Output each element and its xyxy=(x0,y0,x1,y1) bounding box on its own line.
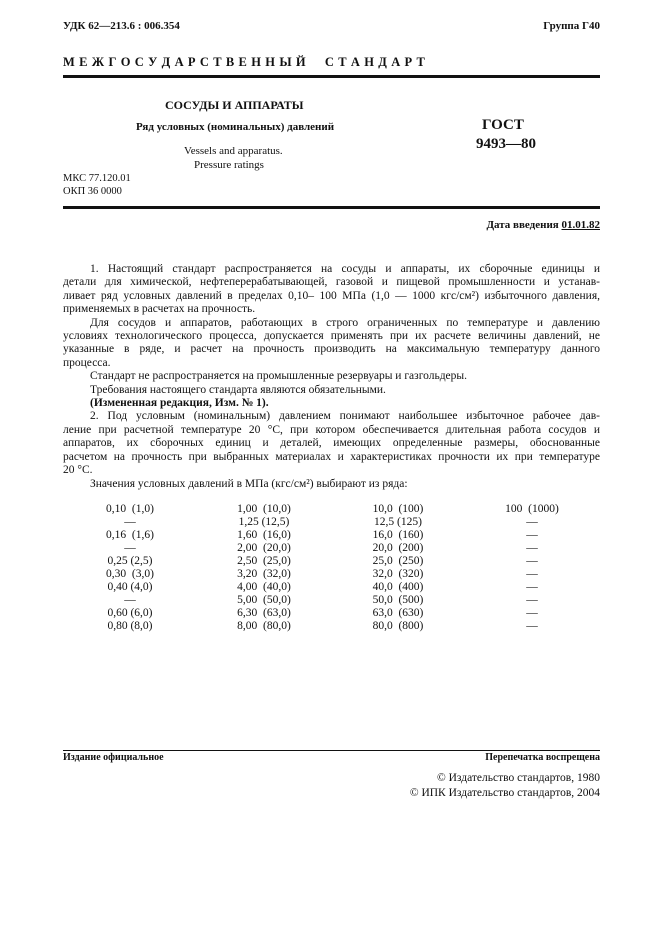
p6-line: 2. Под условным (номинальным) давлением понимают наибольшее избыточное рабочее дав- xyxy=(90,410,600,423)
p2-line: условиях технологического процесса, допускается применять при их расчете величины давлений, не xyxy=(63,330,600,343)
table-cell: 0,60 (6,0) xyxy=(107,607,153,619)
copyright-2004: © ИПК Издательство стандартов, 2004 xyxy=(409,787,600,799)
gost-label: ГОСТ xyxy=(482,117,524,133)
table-cell: 20,0 (200) xyxy=(372,542,424,554)
copyright-1980: © Издательство стандартов, 1980 xyxy=(436,772,600,784)
okp-code: ОКП 36 0000 xyxy=(63,186,122,197)
table-cell: — xyxy=(526,542,538,554)
introduction-date xyxy=(486,220,600,232)
table-cell: 3,20 (32,0) xyxy=(237,568,291,580)
document-subtitle: Ряд условных (номинальных) давлений xyxy=(136,121,335,133)
table-cell: 0,10 (1,0) xyxy=(106,503,154,515)
table-cell: — xyxy=(526,529,538,541)
english-title-1: Vessels and apparatus. xyxy=(184,145,283,157)
english-title-2: Pressure ratings xyxy=(194,159,264,171)
footer-rule xyxy=(63,750,600,751)
table-cell: — xyxy=(526,607,538,619)
table-cell: — xyxy=(526,568,538,580)
p2-line: указанные в ряде, и расчет на прочность производить на максимальную температуру данного xyxy=(63,343,600,356)
pressure-table xyxy=(63,503,600,633)
p6-line: расчетом на прочность при выбранных материалах и характеристиках прочности их при температуре xyxy=(63,450,600,463)
table-cell: 50,0 (500) xyxy=(372,594,424,606)
table-cell: 2,00 (20,0) xyxy=(237,542,291,554)
table-row xyxy=(63,503,600,516)
table-cell: — xyxy=(124,542,136,554)
table-cell: 0,25 (2,5) xyxy=(107,555,153,567)
p2-line: Для сосудов и аппаратов, работающих в строго ограниченных по температуре и давлению xyxy=(90,316,600,329)
table-row xyxy=(63,594,600,607)
table-cell: 10,0 (100) xyxy=(372,503,424,515)
table-cell: 32,0 (320) xyxy=(372,568,424,580)
table-cell: 4,00 (40,0) xyxy=(237,581,291,593)
group-code: Группа Г40 xyxy=(543,20,600,32)
table-cell: 2,50 (25,0) xyxy=(237,555,291,567)
table-cell: 25,0 (250) xyxy=(372,555,424,567)
table-row xyxy=(63,581,600,594)
table-row xyxy=(63,620,600,633)
table-cell: — xyxy=(124,516,136,528)
table-cell: 63,0 (630) xyxy=(372,607,424,619)
table-row xyxy=(63,542,600,555)
table-cell: — xyxy=(526,555,538,567)
p6-line: 20 °С. xyxy=(63,464,93,477)
p1-line: применяемых в расчетах на прочность. xyxy=(63,303,256,316)
table-cell: 8,00 (80,0) xyxy=(237,620,291,632)
table-row xyxy=(63,529,600,542)
p1-line: детали для химической, нефтеперерабатывающей, газовой и пищевой промышленности и устанав- xyxy=(63,276,600,289)
table-cell: — xyxy=(526,516,538,528)
table-cell: 100 (1000) xyxy=(505,503,559,515)
table-row xyxy=(63,516,600,529)
table-cell: 1,60 (16,0) xyxy=(237,529,291,541)
p1-line: ливает ряд условных давлений в пределах 0,10– 100 МПа (1,0 — 1000 кгс/см²) избыточного давления, xyxy=(63,289,600,302)
table-row xyxy=(63,568,600,581)
top-rule xyxy=(63,75,600,78)
table-cell: — xyxy=(526,581,538,593)
table-cell: — xyxy=(526,620,538,632)
mks-code: МКС 77.120.01 xyxy=(63,173,131,184)
document-title: СОСУДЫ И АППАРАТЫ xyxy=(165,98,304,112)
table-cell: 16,0 (160) xyxy=(372,529,424,541)
gost-number: 9493—80 xyxy=(476,136,536,152)
p2-line: процесса. xyxy=(63,356,111,369)
udk-code: УДК 62—213.6 : 006.354 xyxy=(63,20,180,32)
date-label: Дата введения xyxy=(486,219,559,231)
table-cell: 6,30 (63,0) xyxy=(237,607,291,619)
table-cell: 0,40 (4,0) xyxy=(107,581,153,593)
middle-rule xyxy=(63,206,600,209)
date-value: 01.01.82 xyxy=(561,219,600,231)
p1-line: 1. Настоящий стандарт распространяется на сосуды и аппараты, их сборочные единицы и xyxy=(90,263,600,275)
table-cell: 1,00 (10,0) xyxy=(237,503,291,515)
table-cell: 80,0 (800) xyxy=(372,620,424,632)
p6-line: аппаратов, их сборочных единиц и деталей, имеющих определенные размеры, обоснованные xyxy=(63,437,600,450)
p7-line: Значения условных давлений в МПа (кгс/см²) выбирают из ряда: xyxy=(90,477,408,490)
body-text xyxy=(63,263,600,491)
table-cell: 1,25 (12,5) xyxy=(238,516,290,528)
table-cell: 5,00 (50,0) xyxy=(237,594,291,606)
table-row xyxy=(63,607,600,620)
p6-line: ление при расчетной температуре 20 °С, при котором обеспечивается длительная работа сосудов и xyxy=(63,423,600,436)
table-cell: 12,5 (125) xyxy=(374,516,422,528)
reprint-notice: Перепечатка воспрещена xyxy=(485,752,600,763)
table-cell: — xyxy=(526,594,538,606)
table-cell: 0,16 (1,6) xyxy=(106,529,154,541)
official-edition: Издание официальное xyxy=(63,752,164,763)
standard-banner: М Е Ж Г О С У Д А Р С Т В Е Н Н Ы Й С Т А Н Д А Р Т xyxy=(63,55,426,69)
table-cell: 0,80 (8,0) xyxy=(107,620,153,632)
table-cell: — xyxy=(124,594,136,606)
table-row xyxy=(63,555,600,568)
table-cell: 0,30 (3,0) xyxy=(106,568,154,580)
amendment-note: (Измененная редакция, Изм. № 1). xyxy=(90,397,269,410)
p4-line: Требования настоящего стандарта являются обязательными. xyxy=(90,383,386,396)
p3-line: Стандарт не распространяется на промышленные резервуары и газгольдеры. xyxy=(90,370,468,383)
table-cell: 40,0 (400) xyxy=(372,581,424,593)
